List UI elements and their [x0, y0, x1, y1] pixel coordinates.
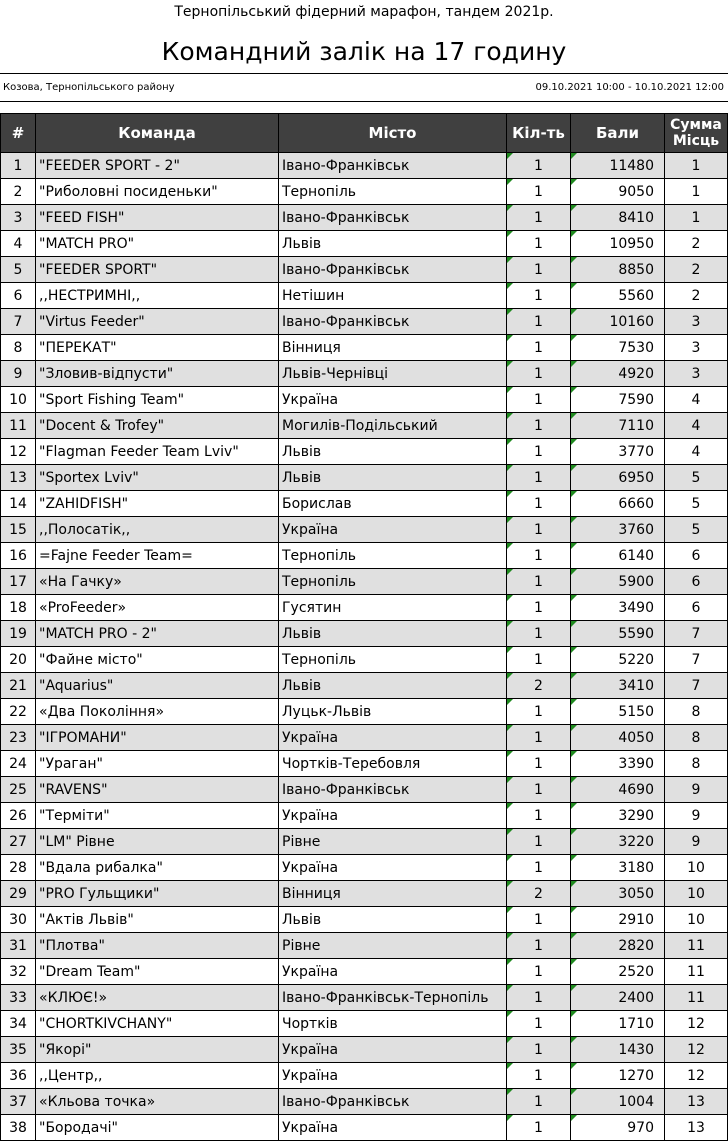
- sum-places-cell: 4: [665, 439, 728, 465]
- points-cell: 10160: [571, 309, 665, 335]
- sum-places-cell: 1: [665, 179, 728, 205]
- row-number-cell: 7: [1, 309, 36, 335]
- row-number-cell: 11: [1, 413, 36, 439]
- row-number-cell: 9: [1, 361, 36, 387]
- team-name-cell: "Плотва": [36, 933, 279, 959]
- row-number-cell: 24: [1, 751, 36, 777]
- column-header-points: Бали: [571, 114, 665, 153]
- points-cell: 10950: [571, 231, 665, 257]
- city-cell: Рівне: [279, 933, 507, 959]
- table-row: [1, 153, 728, 179]
- team-name-cell: "Актів Львів": [36, 907, 279, 933]
- table-row: [1, 413, 728, 439]
- count-cell: 1: [507, 517, 571, 543]
- count-cell: 1: [507, 907, 571, 933]
- team-name-cell: "Бородачі": [36, 1115, 279, 1141]
- row-number-cell: 30: [1, 907, 36, 933]
- sum-places-cell: 5: [665, 517, 728, 543]
- count-cell: 1: [507, 725, 571, 751]
- points-cell: 2910: [571, 907, 665, 933]
- team-name-cell: "Ураган": [36, 751, 279, 777]
- points-cell: 3290: [571, 803, 665, 829]
- table-row: [1, 439, 728, 465]
- team-name-cell: "ІГРОМАНИ": [36, 725, 279, 751]
- row-number-cell: 17: [1, 569, 36, 595]
- sum-places-cell: 10: [665, 881, 728, 907]
- team-name-cell: ,,Полосатік,,: [36, 517, 279, 543]
- table-row: [1, 361, 728, 387]
- page-title: Командний залік на 17 годину: [0, 24, 728, 74]
- team-name-cell: "Aquarius": [36, 673, 279, 699]
- count-cell: 1: [507, 283, 571, 309]
- row-number-cell: 21: [1, 673, 36, 699]
- points-cell: 2520: [571, 959, 665, 985]
- count-cell: 1: [507, 569, 571, 595]
- team-name-cell: «Кльова точка»: [36, 1089, 279, 1115]
- table-row: [1, 387, 728, 413]
- points-cell: 8410: [571, 205, 665, 231]
- city-cell: Гусятин: [279, 595, 507, 621]
- sum-places-cell: 12: [665, 1037, 728, 1063]
- row-number-cell: 12: [1, 439, 36, 465]
- city-cell: Тернопіль: [279, 569, 507, 595]
- count-cell: 1: [507, 1115, 571, 1141]
- table-row: [1, 257, 728, 283]
- sum-places-cell: 1: [665, 153, 728, 179]
- team-name-cell: "FEED FISH": [36, 205, 279, 231]
- points-cell: 3050: [571, 881, 665, 907]
- city-cell: Тернопіль: [279, 543, 507, 569]
- table-row: [1, 803, 728, 829]
- sum-places-cell: 11: [665, 985, 728, 1011]
- count-cell: 1: [507, 933, 571, 959]
- count-cell: 1: [507, 803, 571, 829]
- points-cell: 3390: [571, 751, 665, 777]
- row-number-cell: 3: [1, 205, 36, 231]
- team-name-cell: "CHORTKIVCHANY": [36, 1011, 279, 1037]
- sum-places-cell: 8: [665, 725, 728, 751]
- table-row: [1, 1011, 728, 1037]
- city-cell: Івано-Франківськ: [279, 205, 507, 231]
- table-row: [1, 179, 728, 205]
- team-name-cell: "ПЕРЕКАТ": [36, 335, 279, 361]
- points-cell: 1270: [571, 1063, 665, 1089]
- team-name-cell: "MATCH PRO - 2": [36, 621, 279, 647]
- city-cell: Тернопіль: [279, 647, 507, 673]
- row-number-cell: 13: [1, 465, 36, 491]
- table-row: [1, 205, 728, 231]
- points-cell: 7530: [571, 335, 665, 361]
- points-cell: 7110: [571, 413, 665, 439]
- table-row: [1, 855, 728, 881]
- row-number-cell: 10: [1, 387, 36, 413]
- city-cell: Івано-Франківськ-Тернопіль: [279, 985, 507, 1011]
- table-row: [1, 959, 728, 985]
- table-row: [1, 725, 728, 751]
- sum-places-cell: 11: [665, 933, 728, 959]
- header-divider: [0, 101, 728, 102]
- count-cell: 1: [507, 205, 571, 231]
- table-row: [1, 829, 728, 855]
- table-row: [1, 647, 728, 673]
- points-cell: 4920: [571, 361, 665, 387]
- count-cell: 1: [507, 361, 571, 387]
- team-name-cell: "Файне місто": [36, 647, 279, 673]
- column-header-num: #: [1, 114, 36, 153]
- sum-places-cell: 4: [665, 413, 728, 439]
- table-row: [1, 569, 728, 595]
- row-number-cell: 35: [1, 1037, 36, 1063]
- row-number-cell: 19: [1, 621, 36, 647]
- sum-places-cell: 7: [665, 621, 728, 647]
- count-cell: 1: [507, 855, 571, 881]
- sum-places-cell: 5: [665, 491, 728, 517]
- team-name-cell: "FEEDER SPORT": [36, 257, 279, 283]
- city-cell: Україна: [279, 959, 507, 985]
- city-cell: Львів: [279, 439, 507, 465]
- points-cell: 6140: [571, 543, 665, 569]
- table-row: [1, 907, 728, 933]
- city-cell: Борислав: [279, 491, 507, 517]
- count-cell: 1: [507, 959, 571, 985]
- points-cell: 1710: [571, 1011, 665, 1037]
- row-number-cell: 5: [1, 257, 36, 283]
- sum-places-cell: 7: [665, 647, 728, 673]
- count-cell: 1: [507, 231, 571, 257]
- table-row: [1, 465, 728, 491]
- sum-places-cell: 2: [665, 257, 728, 283]
- city-cell: Україна: [279, 725, 507, 751]
- date-range-text: 09.10.2021 10:00 - 10.10.2021 12:00: [535, 82, 724, 93]
- row-number-cell: 2: [1, 179, 36, 205]
- city-cell: Чортків-Теребовля: [279, 751, 507, 777]
- count-cell: 1: [507, 777, 571, 803]
- team-name-cell: ,,Центр,,: [36, 1063, 279, 1089]
- team-name-cell: «На Гачку»: [36, 569, 279, 595]
- points-cell: 970: [571, 1115, 665, 1141]
- table-row: [1, 491, 728, 517]
- points-cell: 4690: [571, 777, 665, 803]
- team-name-cell: "FEEDER SPORT - 2": [36, 153, 279, 179]
- sum-places-cell: 3: [665, 361, 728, 387]
- city-cell: Луцьк-Львів: [279, 699, 507, 725]
- count-cell: 1: [507, 621, 571, 647]
- team-name-cell: "Virtus Feeder": [36, 309, 279, 335]
- table-row: [1, 517, 728, 543]
- sum-places-cell: 13: [665, 1089, 728, 1115]
- points-cell: 4050: [571, 725, 665, 751]
- city-cell: Львів: [279, 465, 507, 491]
- row-number-cell: 8: [1, 335, 36, 361]
- team-name-cell: "Риболовні посиденьки": [36, 179, 279, 205]
- column-header-city: Місто: [279, 114, 507, 153]
- team-name-cell: "ZAHIDFISH": [36, 491, 279, 517]
- points-cell: 3220: [571, 829, 665, 855]
- points-cell: 5590: [571, 621, 665, 647]
- count-cell: 1: [507, 335, 571, 361]
- city-cell: Львів: [279, 673, 507, 699]
- column-header-sum-line2: Місць: [672, 133, 720, 149]
- sum-places-cell: 5: [665, 465, 728, 491]
- column-header-count: Кіл-ть: [507, 114, 571, 153]
- points-cell: 11480: [571, 153, 665, 179]
- row-number-cell: 4: [1, 231, 36, 257]
- count-cell: 1: [507, 699, 571, 725]
- row-number-cell: 14: [1, 491, 36, 517]
- city-cell: Україна: [279, 517, 507, 543]
- table-row: [1, 985, 728, 1011]
- sum-places-cell: 4: [665, 387, 728, 413]
- table-row: [1, 1063, 728, 1089]
- count-cell: 1: [507, 179, 571, 205]
- points-cell: 6660: [571, 491, 665, 517]
- team-name-cell: "Sport Fishing Team": [36, 387, 279, 413]
- table-row: [1, 699, 728, 725]
- column-header-team: Команда: [36, 114, 279, 153]
- city-cell: Нетішин: [279, 283, 507, 309]
- city-cell: Львів: [279, 621, 507, 647]
- page-top-title: Тернопільський фідерний марафон, тандем 2021р.: [174, 4, 554, 20]
- sum-places-cell: 11: [665, 959, 728, 985]
- sum-places-cell: 6: [665, 569, 728, 595]
- table-row: [1, 777, 728, 803]
- city-cell: Івано-Франківськ: [279, 257, 507, 283]
- column-header-sum-line1: Сумма: [670, 117, 722, 133]
- results-table: [0, 113, 728, 1141]
- table-row: [1, 621, 728, 647]
- points-cell: 3760: [571, 517, 665, 543]
- table-row: [1, 309, 728, 335]
- row-number-cell: 34: [1, 1011, 36, 1037]
- points-cell: 3770: [571, 439, 665, 465]
- count-cell: 1: [507, 413, 571, 439]
- row-number-cell: 29: [1, 881, 36, 907]
- count-cell: 1: [507, 465, 571, 491]
- count-cell: 1: [507, 439, 571, 465]
- row-number-cell: 26: [1, 803, 36, 829]
- count-cell: 1: [507, 543, 571, 569]
- sum-places-cell: 6: [665, 543, 728, 569]
- points-cell: 7590: [571, 387, 665, 413]
- team-name-cell: "Dream Team": [36, 959, 279, 985]
- row-number-cell: 37: [1, 1089, 36, 1115]
- table-row: [1, 283, 728, 309]
- count-cell: 1: [507, 1089, 571, 1115]
- row-number-cell: 32: [1, 959, 36, 985]
- count-cell: 2: [507, 673, 571, 699]
- points-cell: 6950: [571, 465, 665, 491]
- sum-places-cell: 9: [665, 777, 728, 803]
- sum-places-cell: 3: [665, 309, 728, 335]
- row-number-cell: 31: [1, 933, 36, 959]
- city-cell: Івано-Франківськ: [279, 1089, 507, 1115]
- table-row: [1, 231, 728, 257]
- count-cell: 1: [507, 595, 571, 621]
- points-cell: 5150: [571, 699, 665, 725]
- team-name-cell: «Два Покоління»: [36, 699, 279, 725]
- city-cell: Львів: [279, 231, 507, 257]
- table-row: [1, 933, 728, 959]
- city-cell: Україна: [279, 803, 507, 829]
- row-number-cell: 20: [1, 647, 36, 673]
- points-cell: 2820: [571, 933, 665, 959]
- team-name-cell: =Fajne Feeder Team=: [36, 543, 279, 569]
- team-name-cell: "Вдала рибалка": [36, 855, 279, 881]
- sum-places-cell: 1: [665, 205, 728, 231]
- team-name-cell: "Якорі": [36, 1037, 279, 1063]
- city-cell: Могилів-Подільський: [279, 413, 507, 439]
- count-cell: 1: [507, 1063, 571, 1089]
- sum-places-cell: 10: [665, 907, 728, 933]
- row-number-cell: 1: [1, 153, 36, 179]
- points-cell: 2400: [571, 985, 665, 1011]
- team-name-cell: "Зловив-відпусти": [36, 361, 279, 387]
- row-number-cell: 28: [1, 855, 36, 881]
- row-number-cell: 16: [1, 543, 36, 569]
- city-cell: Вінниця: [279, 335, 507, 361]
- city-cell: Рівне: [279, 829, 507, 855]
- location-text: Козова, Тернопільського району: [3, 82, 175, 93]
- points-cell: 8850: [571, 257, 665, 283]
- city-cell: Україна: [279, 387, 507, 413]
- row-number-cell: 27: [1, 829, 36, 855]
- table-header-row: [1, 114, 728, 153]
- points-cell: 1004: [571, 1089, 665, 1115]
- column-header-sum: [665, 114, 728, 153]
- row-number-cell: 25: [1, 777, 36, 803]
- count-cell: 1: [507, 1011, 571, 1037]
- count-cell: 1: [507, 257, 571, 283]
- city-cell: Тернопіль: [279, 179, 507, 205]
- team-name-cell: "MATCH PRO": [36, 231, 279, 257]
- city-cell: Львів-Чернівці: [279, 361, 507, 387]
- points-cell: 5220: [571, 647, 665, 673]
- sum-places-cell: 13: [665, 1115, 728, 1141]
- points-cell: 3490: [571, 595, 665, 621]
- team-name-cell: "Docent & Trofey": [36, 413, 279, 439]
- sum-places-cell: 8: [665, 751, 728, 777]
- city-cell: Україна: [279, 855, 507, 881]
- sum-places-cell: 2: [665, 231, 728, 257]
- city-cell: Україна: [279, 1063, 507, 1089]
- count-cell: 1: [507, 1037, 571, 1063]
- sum-places-cell: 12: [665, 1011, 728, 1037]
- count-cell: 1: [507, 829, 571, 855]
- team-name-cell: "Sportex Lviv": [36, 465, 279, 491]
- points-cell: 9050: [571, 179, 665, 205]
- sum-places-cell: 12: [665, 1063, 728, 1089]
- city-cell: Україна: [279, 1037, 507, 1063]
- table-row: [1, 335, 728, 361]
- row-number-cell: 36: [1, 1063, 36, 1089]
- row-number-cell: 15: [1, 517, 36, 543]
- city-cell: Чортків: [279, 1011, 507, 1037]
- team-name-cell: "RAVENS": [36, 777, 279, 803]
- points-cell: 3410: [571, 673, 665, 699]
- row-number-cell: 23: [1, 725, 36, 751]
- table-row: [1, 543, 728, 569]
- row-number-cell: 18: [1, 595, 36, 621]
- city-cell: Вінниця: [279, 881, 507, 907]
- team-name-cell: "Терміти": [36, 803, 279, 829]
- team-name-cell: "PRO Гульщики": [36, 881, 279, 907]
- table-row: [1, 1037, 728, 1063]
- sum-places-cell: 2: [665, 283, 728, 309]
- table-row: [1, 881, 728, 907]
- table-body: [1, 153, 728, 1141]
- table-row: [1, 673, 728, 699]
- sum-places-cell: 7: [665, 673, 728, 699]
- count-cell: 1: [507, 491, 571, 517]
- points-cell: 5560: [571, 283, 665, 309]
- table-row: [1, 595, 728, 621]
- count-cell: 1: [507, 153, 571, 179]
- table-row: [1, 1115, 728, 1141]
- points-cell: 3180: [571, 855, 665, 881]
- count-cell: 1: [507, 309, 571, 335]
- count-cell: 1: [507, 985, 571, 1011]
- sum-places-cell: 3: [665, 335, 728, 361]
- sum-places-cell: 9: [665, 803, 728, 829]
- row-number-cell: 38: [1, 1115, 36, 1141]
- city-cell: Івано-Франківськ: [279, 309, 507, 335]
- city-cell: Україна: [279, 1115, 507, 1141]
- team-name-cell: "Flagman Feeder Team Lviv": [36, 439, 279, 465]
- row-number-cell: 6: [1, 283, 36, 309]
- city-cell: Івано-Франківськ: [279, 777, 507, 803]
- count-cell: 1: [507, 647, 571, 673]
- team-name-cell: «ProFeeder»: [36, 595, 279, 621]
- sum-places-cell: 8: [665, 699, 728, 725]
- count-cell: 1: [507, 751, 571, 777]
- city-cell: Львів: [279, 907, 507, 933]
- team-name-cell: «КЛЮЄ!»: [36, 985, 279, 1011]
- team-name-cell: ,,НЕСТРИМНІ,,: [36, 283, 279, 309]
- row-number-cell: 22: [1, 699, 36, 725]
- city-cell: Івано-Франківськ: [279, 153, 507, 179]
- row-number-cell: 33: [1, 985, 36, 1011]
- sum-places-cell: 6: [665, 595, 728, 621]
- count-cell: 2: [507, 881, 571, 907]
- team-name-cell: "LM" Рівне: [36, 829, 279, 855]
- count-cell: 1: [507, 387, 571, 413]
- table-row: [1, 751, 728, 777]
- sum-places-cell: 9: [665, 829, 728, 855]
- points-cell: 5900: [571, 569, 665, 595]
- sum-places-cell: 10: [665, 855, 728, 881]
- table-row: [1, 1089, 728, 1115]
- points-cell: 1430: [571, 1037, 665, 1063]
